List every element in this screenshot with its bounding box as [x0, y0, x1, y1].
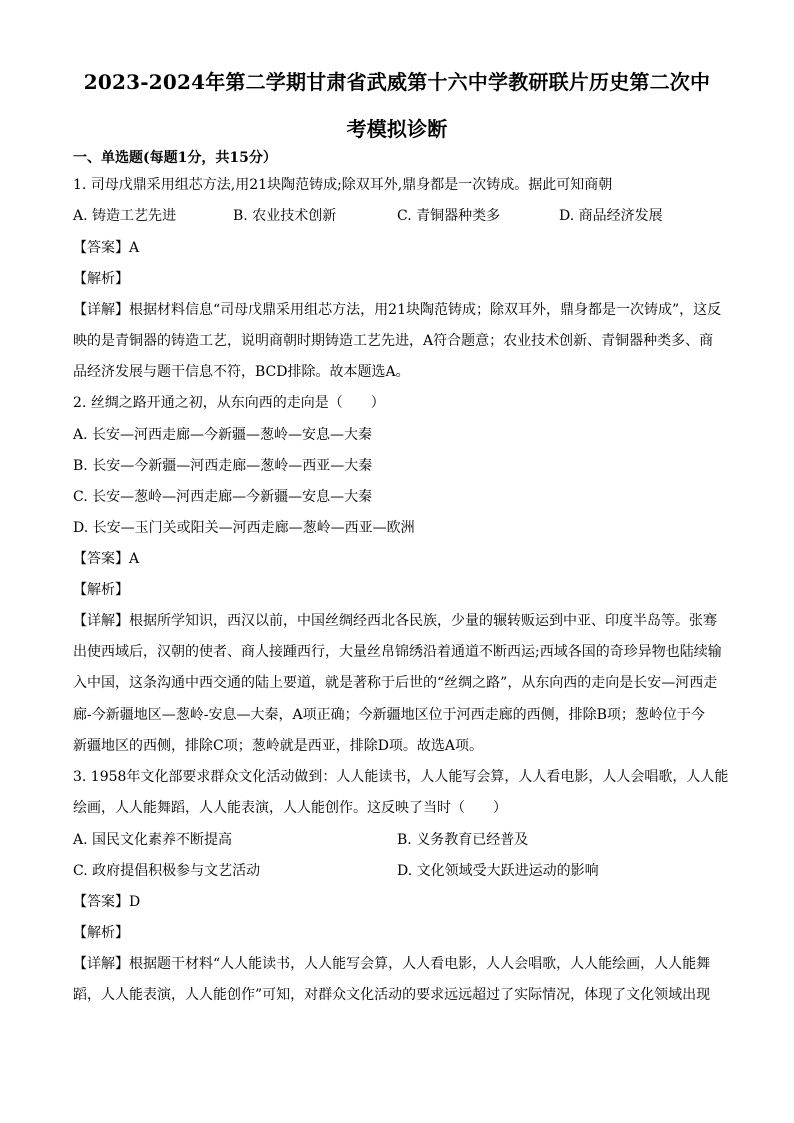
question-2-stem: 2. 丝绸之路开通之初，从东向西的走向是（ ） [73, 395, 385, 411]
question-2-detail-line: 出使西域后，汉朝的使者、商人接踵西行，大量丝帛锦绣沿着通道不断西运;西域各国的奇珍异物也陆续输 [73, 644, 722, 660]
question-2-analysis-label: 【解析】 [73, 582, 129, 598]
question-3-answer: 【答案】D [73, 894, 141, 910]
question-1-answer: 【答案】A [73, 240, 140, 256]
question-1-option-d: D. 商品经济发展 [559, 208, 663, 224]
question-2-detail-line: 入中国，这条沟通中西交通的陆上要道，就是著称于后世的“丝绸之路”，从东向西的走向是长安—河西走 [73, 675, 718, 691]
question-3-option-b: B. 义务教育已经普及 [397, 832, 529, 848]
question-1-detail-line: 品经济发展与题干信息不符，BCD排除。故本题选A。 [73, 364, 410, 380]
question-3-detail-line: 【详解】根据题干材料“人人能读书，人人能写会算，人人看电影，人人会唱歌，人人能绘画，人人能舞 [73, 956, 711, 972]
question-2-option-c: C. 长安—葱岭—河西走廊—今新疆—安息—大秦 [73, 489, 373, 505]
question-3-option-a: A. 国民文化素养不断提高 [73, 832, 233, 848]
question-1-analysis-label: 【解析】 [73, 271, 129, 287]
document-title-line-1: 2023-2024年第二学期甘肃省武威第十六中学教研联片历史第二次中 [83, 70, 711, 94]
question-2-option-d: D. 长安—玉门关或阳关—河西走廊—葱岭—西亚—欧洲 [73, 520, 415, 536]
question-1-detail-line: 【详解】根据材料信息“司母戊鼎采用组芯方法，用21块陶范铸成；除双耳外，鼎身都是一次铸成”，这反 [73, 302, 722, 318]
question-3-analysis-label: 【解析】 [73, 925, 129, 941]
question-2-option-b: B. 长安—今新疆—河西走廊—葱岭—西亚—大秦 [73, 458, 373, 474]
question-2-option-a: A. 长安—河西走廊—今新疆—葱岭—安息—大秦 [73, 427, 373, 443]
question-3-stem-line: 绘画，人人能舞蹈，人人能表演，人人能创作。这反映了当时（ ） [73, 800, 507, 816]
question-1-option-a: A. 铸造工艺先进 [73, 208, 177, 224]
question-1-detail-line: 映的是青铜器的铸造工艺，说明商朝时期铸造工艺先进，A符合题意；农业技术创新、青铜器种类多、商 [73, 333, 714, 349]
question-1-option-c: C. 青铜器种类多 [397, 208, 501, 224]
question-2-detail-line: 廊-今新疆地区—葱岭-安息—大秦，A项正确；今新疆地区位于河西走廊的西侧，排除B项；葱岭位于今 [73, 707, 705, 723]
document-title-line-2: 考模拟诊断 [346, 117, 448, 141]
question-3-stem-line: 3. 1958年文化部要求群众文化活动做到：人人能读书，人人能写会算，人人看电影，人人会唱歌，人人能 [73, 769, 729, 785]
question-3-detail-line: 蹈，人人能表演，人人能创作”可知，对群众文化活动的要求远远超过了实际情况，体现了文化领域出现 [73, 987, 711, 1003]
question-3-option-c: C. 政府提倡积极参与文艺活动 [73, 863, 261, 879]
question-1-option-b: B. 农业技术创新 [233, 208, 337, 224]
section-heading: 一、单选题(每题1分，共15分） [73, 150, 277, 166]
question-2-detail-line: 新疆地区的西侧，排除C项；葱岭就是西亚，排除D项。故选A项。 [73, 738, 484, 754]
question-2-answer: 【答案】A [73, 551, 140, 567]
question-3-option-d: D. 文化领域受大跃进运动的影响 [397, 863, 599, 879]
question-2-detail-line: 【详解】根据所学知识，西汉以前，中国丝绸经西北各民族，少量的辗转贩运到中亚、印度半岛等。张骞 [73, 613, 717, 629]
question-1-stem: 1. 司母戊鼎采用组芯方法,用21块陶范铸成;除双耳外,鼎身都是一次铸成。据此可知商朝 [73, 177, 613, 193]
